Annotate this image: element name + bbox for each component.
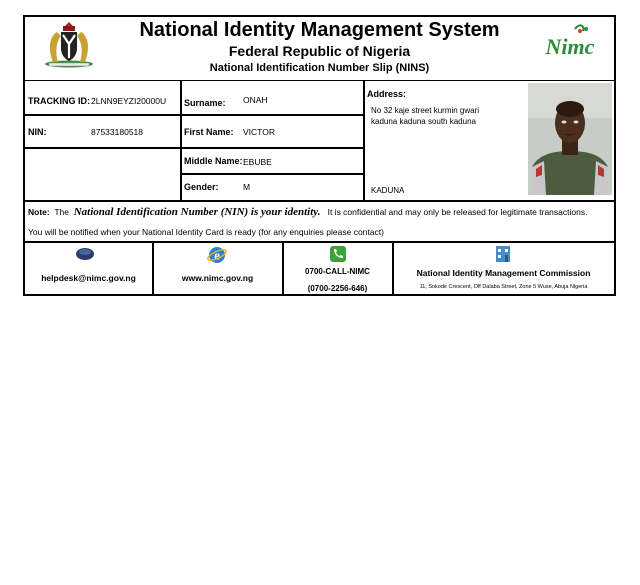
phone-contact [283, 243, 392, 296]
divider [363, 80, 365, 200]
divider [25, 200, 614, 202]
helpdesk-email[interactable]: helpdesk@nimc.gov.ng [41, 273, 136, 283]
nimc-logo-text: Nimc [545, 34, 595, 59]
tracking-id-value: 2LNN9EYZI20000U [91, 96, 167, 106]
nimc-logo [539, 23, 601, 65]
email-contact [25, 243, 152, 296]
address-label: Address: [367, 89, 407, 99]
phone-label[interactable]: 0700-CALL-NIMC [305, 267, 370, 276]
nin-slip [23, 15, 616, 296]
gender-value: M [243, 182, 251, 192]
country-name: Federal Republic of Nigeria [228, 43, 411, 59]
phone-icon [330, 246, 346, 262]
surname-label: Surname: [184, 98, 226, 108]
notification-text: You will be notified when your National Identity Card is ready (for any enquiries please contact) [28, 227, 384, 237]
phone-number[interactable]: (0700-2256-646) [307, 284, 368, 293]
note-prefix: The [54, 207, 69, 217]
website-link[interactable]: www.nimc.gov.ng [181, 273, 254, 283]
nin-label: NIN: [28, 127, 47, 137]
address-state: KADUNA [371, 186, 405, 195]
tracking-id-label: TRACKING ID: [28, 96, 90, 106]
surname-value: ONAH [243, 95, 268, 105]
svg-text:e: e [214, 247, 220, 263]
building-icon [496, 246, 510, 262]
page-title: National Identity Management System [139, 19, 500, 41]
passport-photo [528, 83, 612, 195]
divider [180, 147, 363, 149]
slip-header [25, 17, 614, 81]
divider [180, 80, 182, 200]
note-suffix: It is confidential and may only be released for legitimate transactions. [327, 207, 588, 217]
divider [25, 114, 180, 116]
address-line-1: No 32 kaje street kurmin gwari [371, 106, 480, 115]
address-line-2: kaduna kaduna south kaduna [371, 117, 476, 126]
identity-note [28, 206, 587, 218]
internet-explorer-icon [207, 245, 227, 265]
slip-title: National Identification Number Slip (NINS) [209, 62, 430, 74]
divider [180, 173, 363, 175]
email-icon [75, 247, 95, 261]
commission-name: National Identity Management Commission [416, 268, 591, 278]
commission-contact [393, 243, 614, 296]
website-contact [153, 243, 282, 296]
gender-label: Gender: [184, 182, 219, 192]
commission-address: 11, Sokode Crescent, Off Dalaba Street, Zone 5 Wuse, Abuja Nigeria [419, 284, 588, 290]
note-label: Note: [28, 207, 50, 217]
divider [25, 147, 180, 149]
divider [180, 114, 363, 116]
first-name-value: VICTOR [243, 127, 275, 137]
nin-value: 87533180518 [91, 127, 144, 137]
first-name-label: First Name: [184, 127, 234, 137]
middle-name-value: EBUBE [243, 157, 272, 167]
note-emphasis: National Identification Number (NIN) is your identity. [73, 206, 321, 218]
middle-name-label: Middle Name: [184, 156, 243, 166]
